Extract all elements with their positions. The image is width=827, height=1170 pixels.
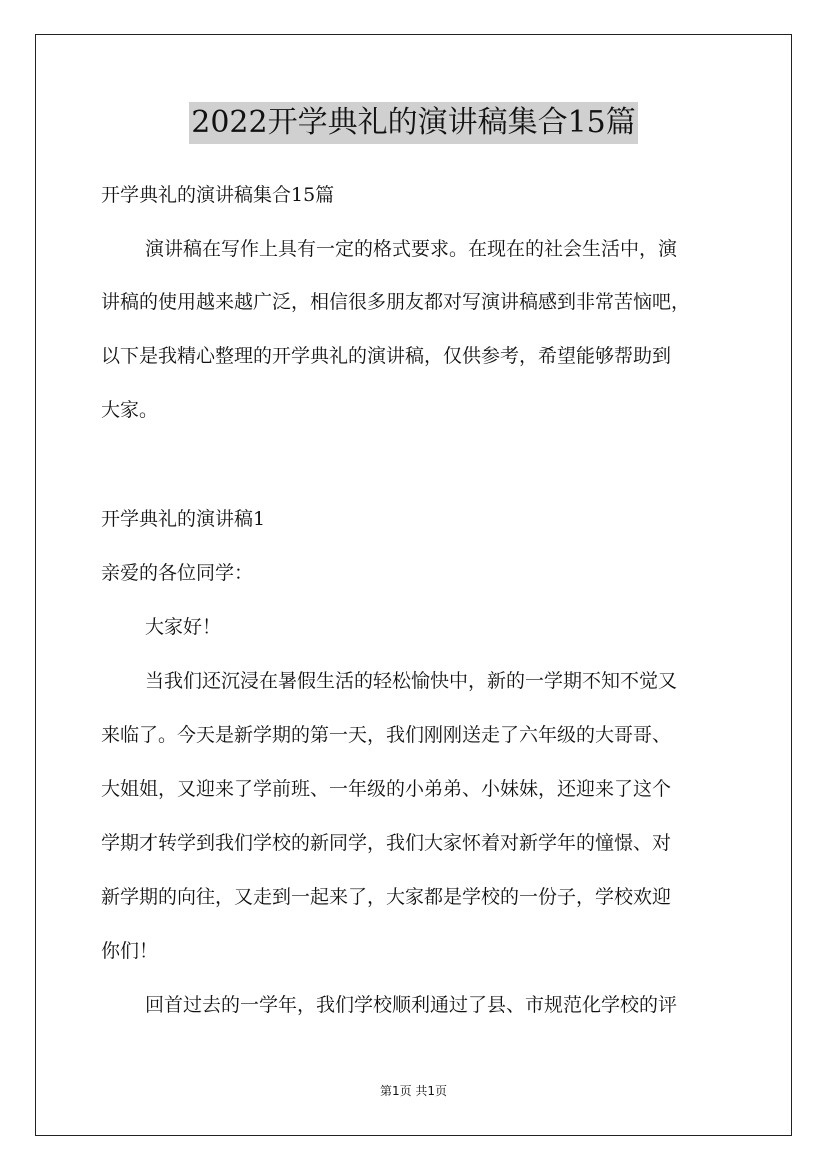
title-container	[0, 102, 827, 144]
salutation: 亲爱的各位同学：	[101, 562, 254, 584]
document-title: 2022开学典礼的演讲稿集合15篇	[189, 102, 638, 144]
intro-line-4: 大家。	[101, 399, 159, 421]
paragraph1-line-6: 你们！	[101, 940, 159, 962]
paragraph1-line-5: 新学期的向往，又走到一起来了，大家都是学校的一份子，学校欢迎	[101, 886, 672, 908]
paragraph1-line-3: 大姐姐，又迎来了学前班、一年级的小弟弟、小妹妹，还迎来了这个	[101, 778, 672, 800]
paragraph2-line-1: 回首过去的一学年，我们学校顺利通过了县、市规范化学校的评	[145, 994, 678, 1016]
greeting: 大家好！	[145, 616, 222, 638]
intro-line-3: 以下是我精心整理的开学典礼的演讲稿，仅供参考，希望能够帮助到	[101, 345, 672, 367]
intro-line-1: 演讲稿在写作上具有一定的格式要求。在现在的社会生活中，演	[145, 238, 678, 260]
section-heading: 开学典礼的演讲稿1	[101, 508, 266, 530]
paragraph1-line-1: 当我们还沉浸在暑假生活的轻松愉快中，新的一学期不知不觉又	[145, 670, 678, 692]
paragraph1-line-4: 学期才转学到我们学校的新同学，我们大家怀着对新学年的憧憬、对	[101, 832, 672, 854]
page-footer: 第1页 共1页	[379, 1084, 448, 1098]
paragraph1-line-2: 来临了。今天是新学期的第一天，我们刚刚送走了六年级的大哥哥、	[101, 724, 672, 746]
document-subtitle: 开学典礼的演讲稿集合15篇	[101, 184, 335, 206]
intro-line-2: 讲稿的使用越来越广泛，相信很多朋友都对写演讲稿感到非常苦恼吧，	[101, 291, 691, 313]
